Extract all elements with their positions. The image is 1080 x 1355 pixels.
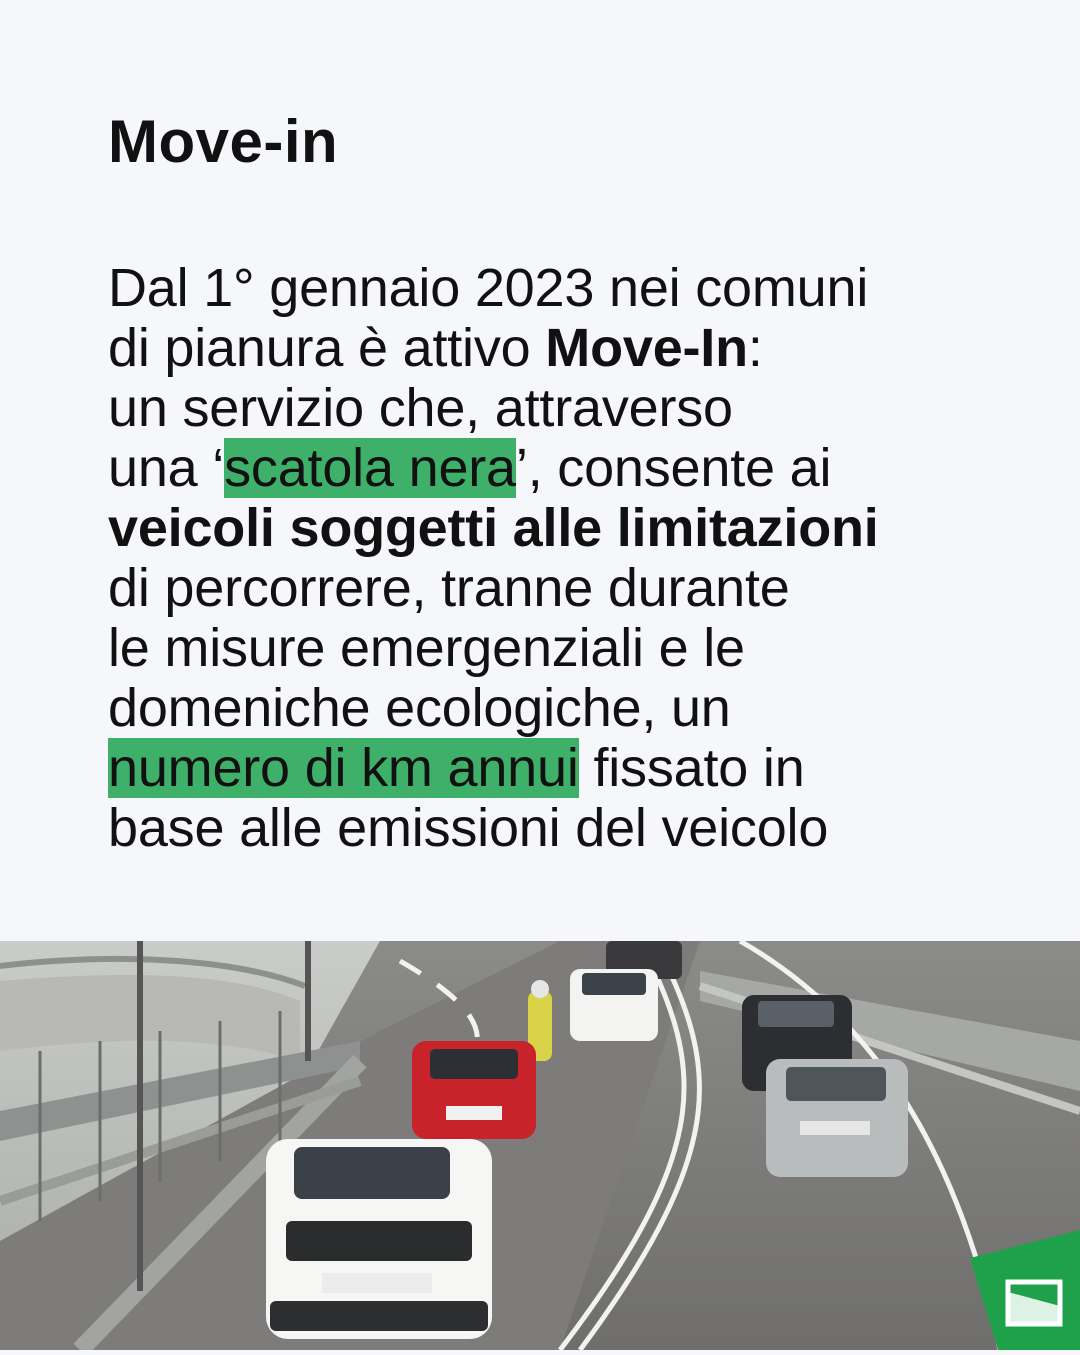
text-line: una ‘scatola nera’, consente ai [108,438,832,498]
text-line: numero di km annui fissato in [108,738,805,798]
text-line: base alle emissioni del veicolo [108,798,829,858]
road-traffic-photo [0,941,1080,1350]
text-line: le misure emergenziali e le [108,618,745,678]
page-title: Move-in [108,108,339,175]
text-line: di percorrere, tranne durante [108,558,790,618]
text-line: di pianura è attivo Move-In: [108,318,763,378]
text-line [108,498,1008,558]
bold-text: veicoli soggetti alle limitazioni [108,498,879,558]
highlighted-text: numero di km annui [108,738,579,798]
bold-text: Move-In [545,318,748,378]
highlighted-text: scatola nera [224,438,516,498]
text-line: Dal 1° gennaio 2023 nei comuni [108,258,869,318]
text-line: domeniche ecologiche, un [108,678,731,738]
regional-logo-icon [970,1230,1080,1350]
body-paragraph [108,258,1008,858]
text-line: un servizio che, attraverso [108,378,733,438]
